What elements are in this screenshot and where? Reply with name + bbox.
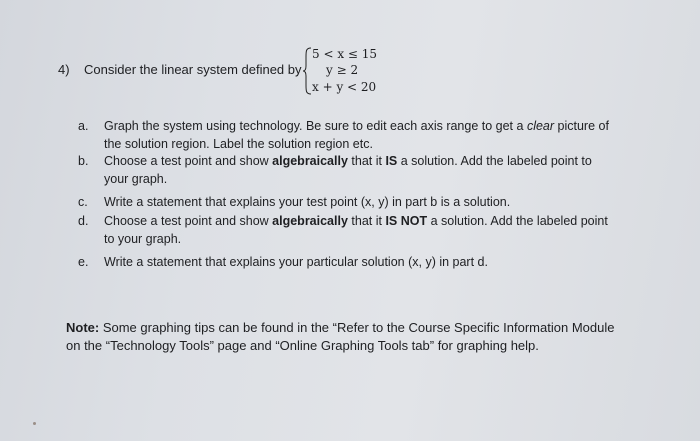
- item-text: Choose a test point and show algebraically that it IS NOT a solution. Add the labeled point: [104, 214, 608, 228]
- item-text-continued: the solution region. Label the solution region etc.: [104, 136, 373, 151]
- item-label: c.: [78, 195, 88, 209]
- question-number: 4): [58, 62, 70, 77]
- system-inequality-3: x + y < 20: [312, 80, 377, 94]
- note-line-2: on the “Technology Tools” page and “Online Graphing Tools tab” for graphing help.: [66, 338, 539, 353]
- item-text-continued: your graph.: [104, 171, 168, 186]
- item-text: Write a statement that explains your test point (x, y) in part b is a solution.: [104, 195, 511, 209]
- note-label: Note:: [66, 320, 100, 335]
- system-brace: [302, 47, 312, 95]
- item-label: e.: [78, 255, 89, 269]
- item-label: a.: [78, 119, 89, 133]
- question-prompt: Consider the linear system defined by: [84, 62, 302, 77]
- paper-mark: [33, 422, 36, 425]
- note-line-1: Some graphing tips can be found in the “Refer to the Course Specific Information Module: [99, 320, 615, 335]
- system-inequality-2: y ≥ 2: [326, 63, 359, 77]
- item-text: Graph the system using technology. Be sure to edit each axis range to get a clear picture of: [104, 119, 609, 133]
- item-text-continued: to your graph.: [104, 231, 182, 246]
- item-text: Choose a test point and show algebraically that it IS a solution. Add the labeled point to: [104, 154, 592, 168]
- note-paragraph: [66, 319, 614, 355]
- item-label: b.: [78, 154, 89, 168]
- item-text: Write a statement that explains your particular solution (x, y) in part d.: [104, 255, 488, 269]
- item-label: d.: [78, 214, 89, 228]
- system-inequality-1: 5 < x ≤ 15: [312, 47, 378, 61]
